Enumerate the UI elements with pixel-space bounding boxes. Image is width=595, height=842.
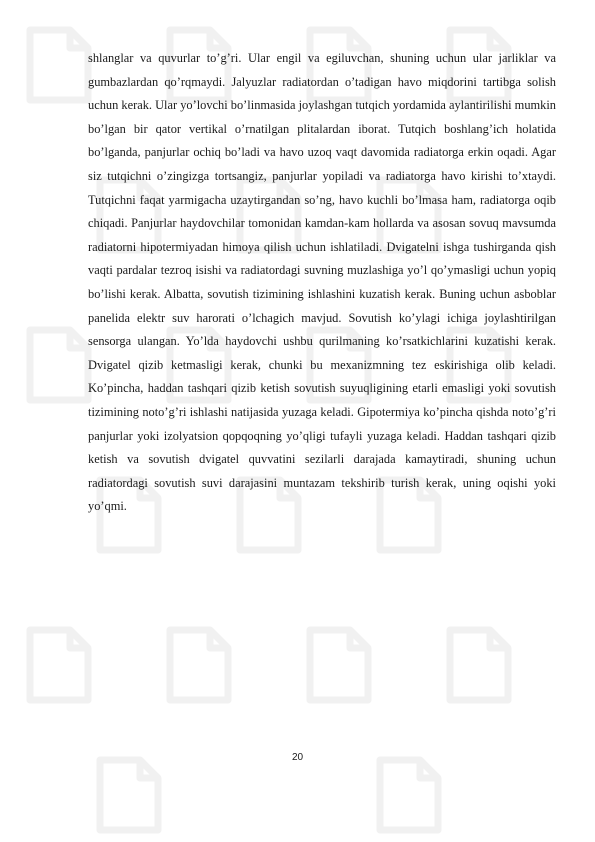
page-number: 20 [291,752,304,763]
page-body [88,47,556,519]
body-paragraph: shlanglar va quvurlar to’g’ri. Ular engil va egiluvchan, shuning uchun ular jarliklar va gumbazlardan qo’rqmaydi. Jalyuzlar radiatordan o’tadigan havo miqdorini tartibga solish uchun kerak. Ular yo’lovchi bo’linmasida joylashgan tutqich yordamida aylantirilishi mumkin bo’lgan bir qator vertikal o’rnatilgan plitalardan iborat. Tutqich boshlang’ich holatida bo’lganda, panjurlar ochiq bo’ladi va havo uzoq vaqt davomida radiatorga erkin oqadi. Agar siz tutqichni o’zingizga tortsangiz, panjurlar yopiladi va radiatorga havo kirishi to’xtaydi. Tutqichni faqat yarmigacha uzaytirgandan so’ng, havo kuchli bo’lmasa ham, radiatorga oqib chiqadi. Panjurlar haydovchilar tomonidan kamdan-kam hollarda va asosan sovuq mavsumda radiatorni hipotermiyadan himoya qilish uchun ishlatiladi. Dvigatelni ishga tushirganda qish vaqti pardalar tezroq isishi va radiatordagi suvning muzlashiga yo’l qo’ymasligi uchun yopiq bo’lishi kerak. Albatta, sovutish tizimining ishlashini kuzatish kerak. Buning uchun asboblar panelida elektr suv harorati o’lchagich mavjud. Sovutish ko’ylagi ichiga joylashtirilgan sensorga ulangan. Yo’lda haydovchi ushbu qurilmaning ko’rsatkichlarini kuzatishi kerak. Dvigatel qizib ketmasligi kerak, chunki bu mexanizmning tez eskirishiga olib keladi. Ko’pincha, haddan tashqari qizib ketish sovutish suyuqligining etarli emasligi yoki sovutish tizimining noto’g’ri ishlashi natijasida yuzaga keladi. Gipotermiya ko’pincha qishda noto’g’ri panjurlar yoki izolyatsion qopqoqning yo’qligi tufayli yuzaga keladi. Haddan tashqari qizib ketish va sovutish dvigatel quvvatini sezilarli darajada kamaytiradi, shuning uchun radiatordagi sovutish suvi darajasini muntazam tekshirib turish kerak, uning oqishi yoki yo’qmi. [88,51,556,514]
